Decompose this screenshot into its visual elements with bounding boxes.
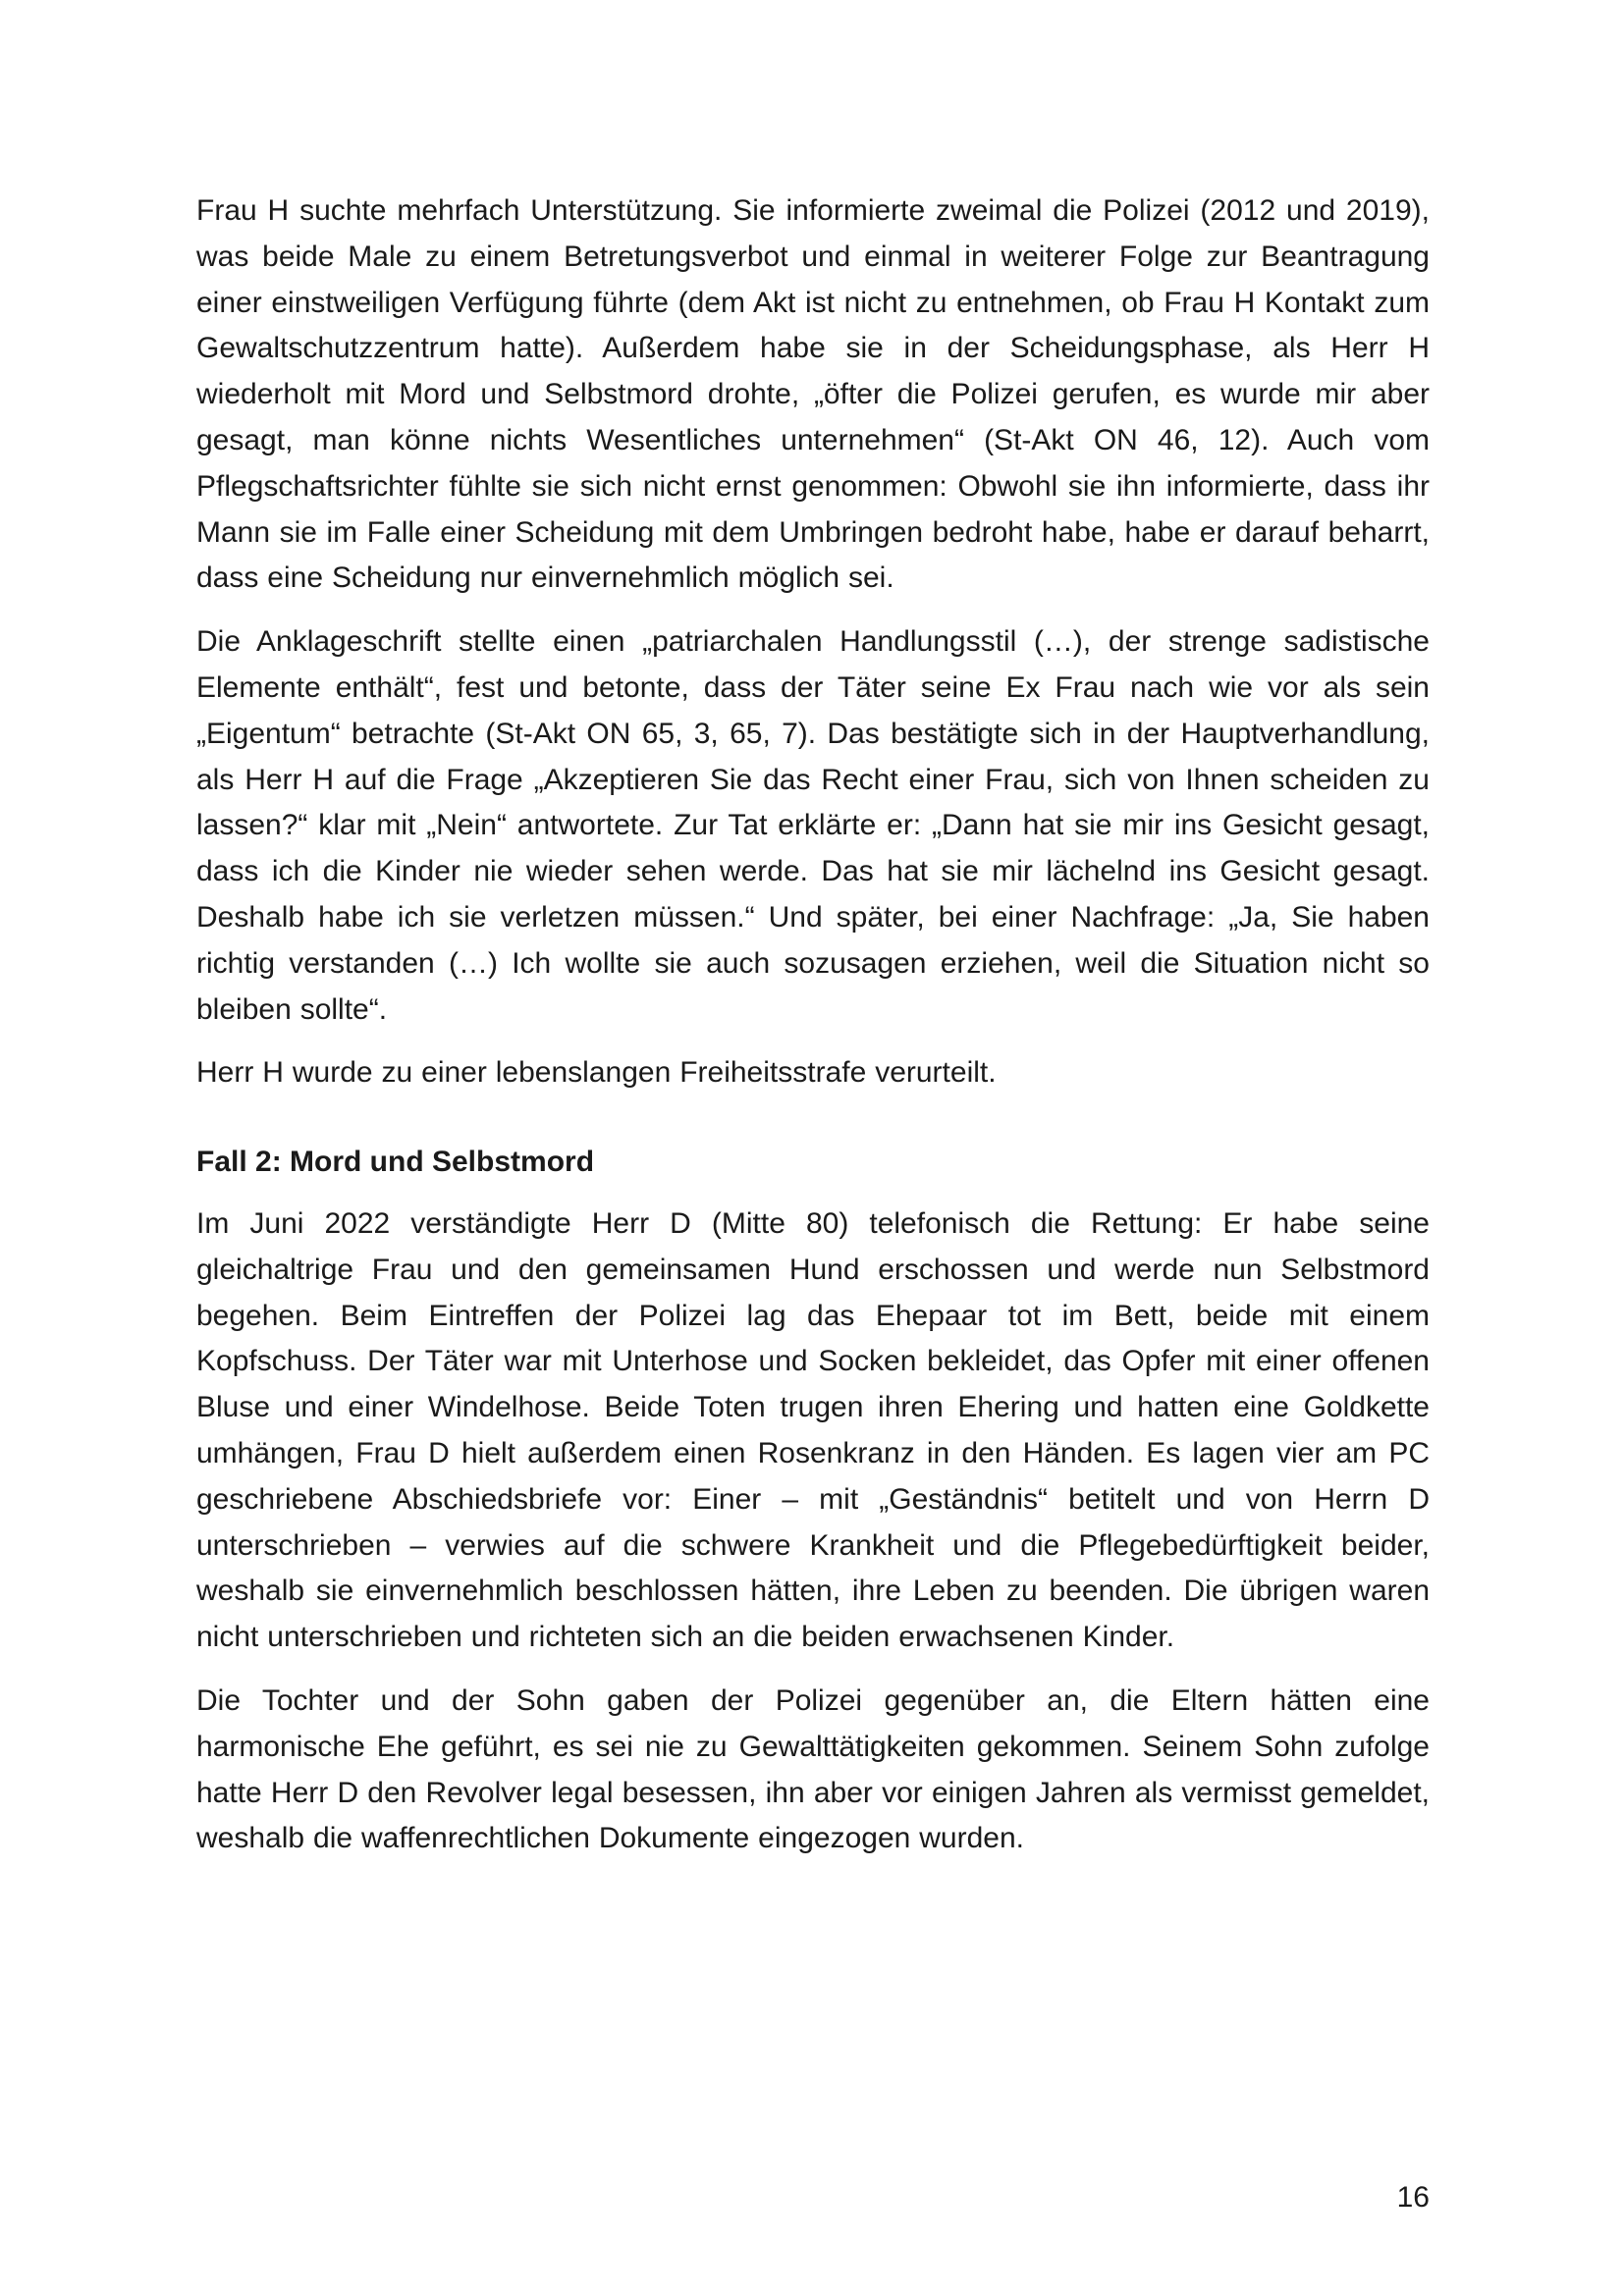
page-content bbox=[196, 188, 1430, 1862]
paragraph-case1-verdict: Herr H wurde zu einer lebenslangen Freiheitsstrafe verurteilt. bbox=[196, 1056, 997, 1090]
section-heading-fall-2: Fall 2: Mord und Selbstmord bbox=[196, 1146, 595, 1179]
paragraph-case2-incident: Im Juni 2022 verständigte Herr D (Mitte 80) telefonisch die Rettung: Er habe seine gleichaltrige Frau und den gemeinsamen Hund erschossen und werde nun Selbstmord begehen. Beim Eintreffen der Polizei lag das Ehepaar tot im Bett, beide mit einem Kopfschuss. Der Täter war mit Unterhose und Socken bekleidet, das Opfer mit einer offenen Bluse und einer Windelhose. Beide Toten trugen ihren Ehering und hatten eine Goldkette umhängen, Frau D hielt außerdem einen Rosenkranz in den Händen. Es lagen vier am PC geschriebene Abschiedsbriefe vor: Einer – mit „Geständnis“ betitelt und von Herrn D unterschrieben – verwies auf die schwere Krankheit und die Pflegebedürftigkeit beider, weshalb sie einvernehmlich beschlossen hätten, ihre Leben zu beenden. Die übrigen waren nicht unterschrieben und richteten sich an die beiden erwachsenen Kinder. bbox=[196, 1206, 1430, 1654]
paragraph-case1-indictment: Die Anklageschrift stellte einen „patriarchalen Handlungsstil (…), der strenge sadistische Elemente enthält“, fest und betonte, dass der Täter seine Ex Frau nach wie vor als sein „Eigentum“ betrachte (St-Akt ON 65, 3, 65, 7). Das bestätigte sich in der Hauptverhandlung, als Herr H auf die Frage „Akzeptieren Sie das Recht einer Frau, sich von Ihnen scheiden zu lassen?“ klar mit „Nein“ antwortete. Zur Tat erklärte er: „Dann hat sie mir ins Gesicht gesagt, dass ich die Kinder nie wieder sehen werde. Das hat sie mir lächelnd ins Gesicht gesagt. Deshalb habe ich sie verletzen müssen.“ Und später, bei einer Nachfrage: „Ja, Sie haben richtig verstanden (…) Ich wollte sie auch sozusagen erziehen, weil die Situation nicht so bleiben sollte“. bbox=[196, 625, 1430, 1026]
paragraph-case2-children-statement: Die Tochter und der Sohn gaben der Polizei gegenüber an, die Eltern hätten eine harmonische Ehe geführt, es sei nie zu Gewalttätigkeiten gekommen. Seinem Sohn zufolge hatte Herr D den Revolver legal besessen, ihn aber vor einigen Jahren als vermisst gemeldet, weshalb die waffenrechtlichen Dokumente eingezogen wurden. bbox=[196, 1683, 1430, 1855]
paragraph-case1-support: Frau H suchte mehrfach Unterstützung. Sie informierte zweimal die Polizei (2012 und 2019), was beide Male zu einem Betretungsverbot und einmal in weiterer Folge zur Beantragung einer einstweiligen Verfügung führte (dem Akt ist nicht zu entnehmen, ob Frau H Kontakt zum Gewaltschutzzentrum hatte). Außerdem habe sie in der Scheidungsphase, als Herr H wiederholt mit Mord und Selbstmord drohte, „öfter die Polizei gerufen, es wurde mir aber gesagt, man könne nichts Wesentliches unternehmen“ (St-Akt ON 46, 12). Auch vom Pflegschaftsrichter fühlte sie sich nicht ernst genommen: Obwohl sie ihn informierte, dass ihr Mann sie im Falle einer Scheidung mit dem Umbringen bedroht habe, habe er darauf beharrt, dass eine Scheidung nur einvernehmlich möglich sei. bbox=[196, 194, 1430, 595]
page-number: 16 bbox=[1396, 2181, 1430, 2214]
